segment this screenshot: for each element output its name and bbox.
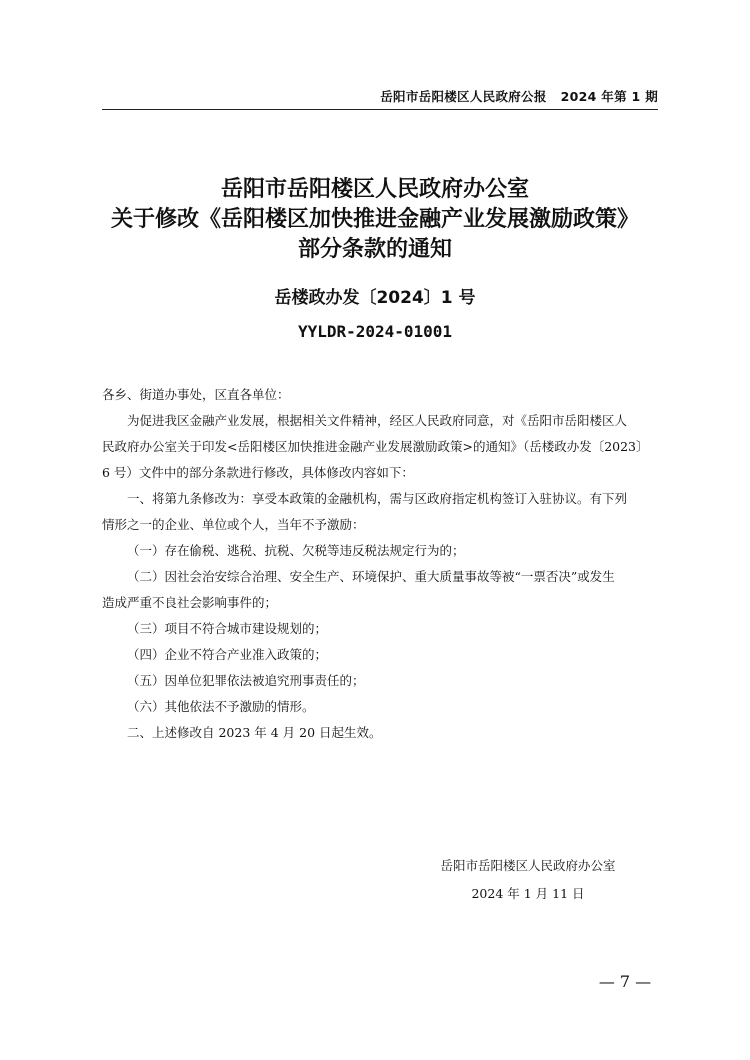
gazette-name: 岳阳市岳阳楼区人民政府公报 <box>380 89 547 104</box>
title-line-3: 部分条款的通知 <box>297 236 452 262</box>
sub-item-2-line-1: （二）因社会治安综合治理、安全生产、环境保护、重大质量事故等被“一票否决”或发生 <box>127 569 615 584</box>
signature-office: 岳阳市岳阳楼区人民政府办公室 <box>440 858 616 873</box>
document-number: 岳楼政办发〔2024〕1 号 <box>274 288 476 308</box>
intro-line-1: 为促进我区金融产业发展，根据相关文件精神，经区人民政府同意，对《岳阳市岳阳楼区人 <box>127 413 628 428</box>
item1-line-1: 一、将第九条修改为：享受本政策的金融机构，需与区政府指定机构签订入驻协议。有下列 <box>127 491 628 506</box>
item1-line-2: 情形之一的企业、单位或个人，当年不予激励： <box>102 517 365 532</box>
intro-line-2: 民政府办公室关于印发<岳阳楼区加快推进金融产业发展激励政策>的通知》（岳楼政办发〔2023〕 <box>102 439 649 454</box>
item2: 二、上述修改自 2023 年 4 月 20 日起生效。 <box>127 725 382 740</box>
gazette-header <box>102 87 658 105</box>
document-id: YYLDR-2024-01001 <box>297 322 453 341</box>
gazette-issue: 2024 年第 1 期 <box>560 89 658 104</box>
sub-item-5: （五）因单位犯罪依法被追究刑事责任的； <box>127 673 365 688</box>
title-line-1: 岳阳市岳阳楼区人民政府办公室 <box>220 176 529 202</box>
salutation: 各乡、街道办事处，区直各单位： <box>102 387 290 402</box>
sub-item-2-line-2: 造成严重不良社会影响事件的； <box>102 595 278 610</box>
sub-item-6: （六）其他依法不予激励的情形。 <box>127 699 315 714</box>
document-title <box>60 174 690 264</box>
intro-line-3: 6 号）文件中的部分条款进行修改，具体修改内容如下： <box>102 465 414 480</box>
sub-item-1: （一）存在偷税、逃税、抗税、欠税等违反税法规定行为的； <box>127 543 465 558</box>
document-body <box>102 382 658 746</box>
page-number: — 7 — <box>598 972 652 991</box>
signature-date: 2024 年 1 月 11 日 <box>471 886 585 901</box>
sub-item-3: （三）项目不符合城市建设规划的； <box>127 621 328 636</box>
sub-item-4: （四）企业不符合产业准入政策的； <box>127 647 328 662</box>
header-rule <box>102 109 658 110</box>
title-line-2: 关于修改《岳阳楼区加快推进金融产业发展激励政策》 <box>110 206 639 232</box>
